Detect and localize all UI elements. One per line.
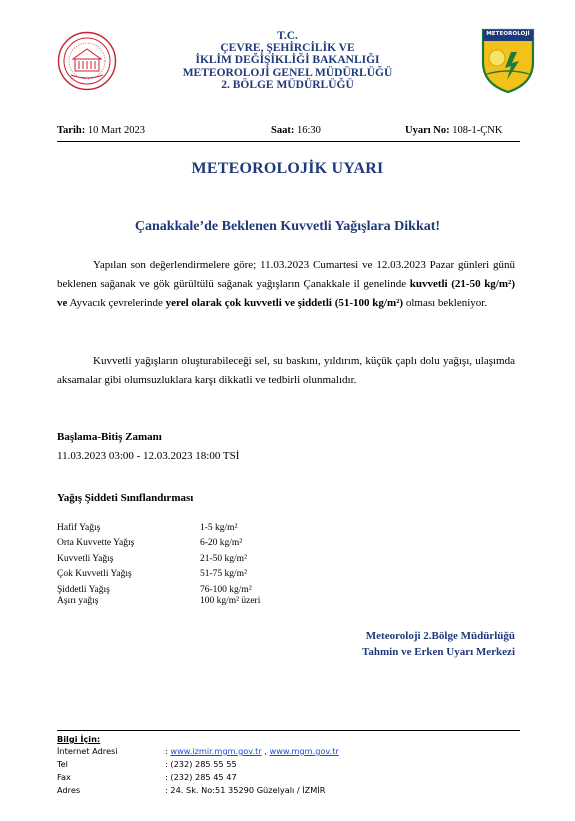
footer-web-links xyxy=(165,746,339,756)
footer-divider xyxy=(57,730,520,731)
footer-address xyxy=(165,785,325,795)
footer-web-label: İnternet Adresi xyxy=(57,746,118,756)
header-ministry-line1: ÇEVRE, ŞEHİRCİLİK VE xyxy=(220,42,355,54)
footer-fax-value: (232) 285 45 47 xyxy=(170,772,237,782)
footer-colon: : xyxy=(165,785,168,795)
footer-colon: : xyxy=(165,772,168,782)
precaution-paragraph: Kuvvetli yağışların oluşturabileceği sel, su baskını, yıldırım, küçük çaplı dolu yağışı, ulaşımda aksamalar gibi olumsuzluklara karşı dikkatli ve tedbirli olunmalıdır. xyxy=(57,355,515,386)
forecast-text-3: olması bekleniyor. xyxy=(403,297,488,309)
classification-row-name: Şiddetli Yağış xyxy=(57,585,110,595)
time-value: 16:30 xyxy=(296,125,321,136)
classification-row-name: Hafif Yağış xyxy=(57,523,101,533)
footer-web-link-izmir[interactable]: www.izmir.mgm.gov.tr xyxy=(170,746,262,756)
header-tc: T.C. xyxy=(277,30,298,42)
classification-row-value: 100 kg/m² üzeri xyxy=(200,596,261,606)
classification-row-value: 51-75 kg/m² xyxy=(200,569,247,579)
warning-number-label: Uyarı No: xyxy=(405,125,450,136)
footer-fax xyxy=(165,772,237,782)
time-label: Saat: xyxy=(271,125,295,136)
classification-row-value: 1-5 kg/m² xyxy=(200,523,238,533)
header-directorate: METEOROLOJİ GENEL MÜDÜRLÜĞÜ xyxy=(182,67,393,79)
header-regional-office: 2. BÖLGE MÜDÜRLÜĞÜ xyxy=(221,79,354,91)
classification-row-name: Kuvvetli Yağış xyxy=(57,554,114,564)
classification-row-value: 76-100 kg/m² xyxy=(200,585,252,595)
footer-colon: : xyxy=(165,759,168,769)
ministry-seal-logo xyxy=(57,31,117,91)
date-value: 10 Mart 2023 xyxy=(87,125,146,136)
footer-tel-value: (232) 285 55 55 xyxy=(170,759,237,769)
timing-value: 11.03.2023 03:00 - 12.03.2023 18:00 TSİ xyxy=(57,450,240,462)
time-field xyxy=(271,125,321,136)
signature-office: Meteoroloji 2.Bölge Müdürlüğü xyxy=(365,630,515,642)
logo-text: METEOROLOJİ xyxy=(486,31,530,37)
date-label: Tarih: xyxy=(57,125,86,136)
footer-web-link-mgm[interactable]: www.mgm.gov.tr xyxy=(269,746,339,756)
classification-row-name: Aşırı yağış xyxy=(57,596,99,606)
classification-row-name: Çok Kuvvetli Yağış xyxy=(57,569,132,579)
header-divider xyxy=(57,141,520,142)
forecast-paragraph xyxy=(57,256,515,313)
footer-title: Bilgi İçin: xyxy=(57,734,101,744)
footer-web-separator: , xyxy=(261,746,270,756)
signature-center: Tahmin ve Erken Uyarı Merkezi xyxy=(362,646,515,658)
meteoroloji-shield-logo xyxy=(481,28,535,94)
forecast-bold-2: yerel olarak çok kuvvetli ve şiddetli (51-100 kg/m²) xyxy=(165,297,404,309)
date-field xyxy=(57,125,145,136)
footer-tel xyxy=(165,759,237,769)
footer-address-value: 24. Sk. No:51 35290 Güzelyalı / İZMİR xyxy=(170,785,326,795)
footer-address-label: Adres xyxy=(57,785,81,795)
forecast-text-1: Yapılan son değerlendirmelere göre; 11.03.2023 Cumartesi ve 12.03.2023 Pazar günleri günü beklenen sağanak ve gök gürültülü sağanak yağışların Çanakkale il genelinde xyxy=(57,259,515,290)
page-title: METEOROLOJİK UYARI xyxy=(191,160,384,177)
warning-number-field xyxy=(405,125,502,136)
classification-row-value: 6-20 kg/m² xyxy=(200,538,243,548)
footer-colon: : xyxy=(165,746,168,756)
footer-tel-label: Tel xyxy=(57,759,68,769)
footer-fax-label: Fax xyxy=(57,772,71,782)
classification-row-name: Orta Kuvvette Yağış xyxy=(57,538,135,548)
forecast-bold-1: kuvvetli (21-50 kg/m²) ve xyxy=(57,278,515,309)
classification-row-value: 21-50 kg/m² xyxy=(200,554,247,564)
warning-subtitle: Çanakkale’de Beklenen Kuvvetli Yağışlara Dikkat! xyxy=(134,219,441,234)
forecast-text-2: Ayvacık çevrelerinde xyxy=(67,297,166,309)
warning-number-value: 108-1-ÇNK xyxy=(452,125,503,136)
timing-label: Başlama-Bitiş Zamanı xyxy=(57,431,162,443)
classification-title: Yağış Şiddeti Sınıflandırması xyxy=(57,492,194,504)
header-ministry-line2: İKLİM DEĞİŞİKLİĞİ BAKANLIĞI xyxy=(195,54,380,66)
